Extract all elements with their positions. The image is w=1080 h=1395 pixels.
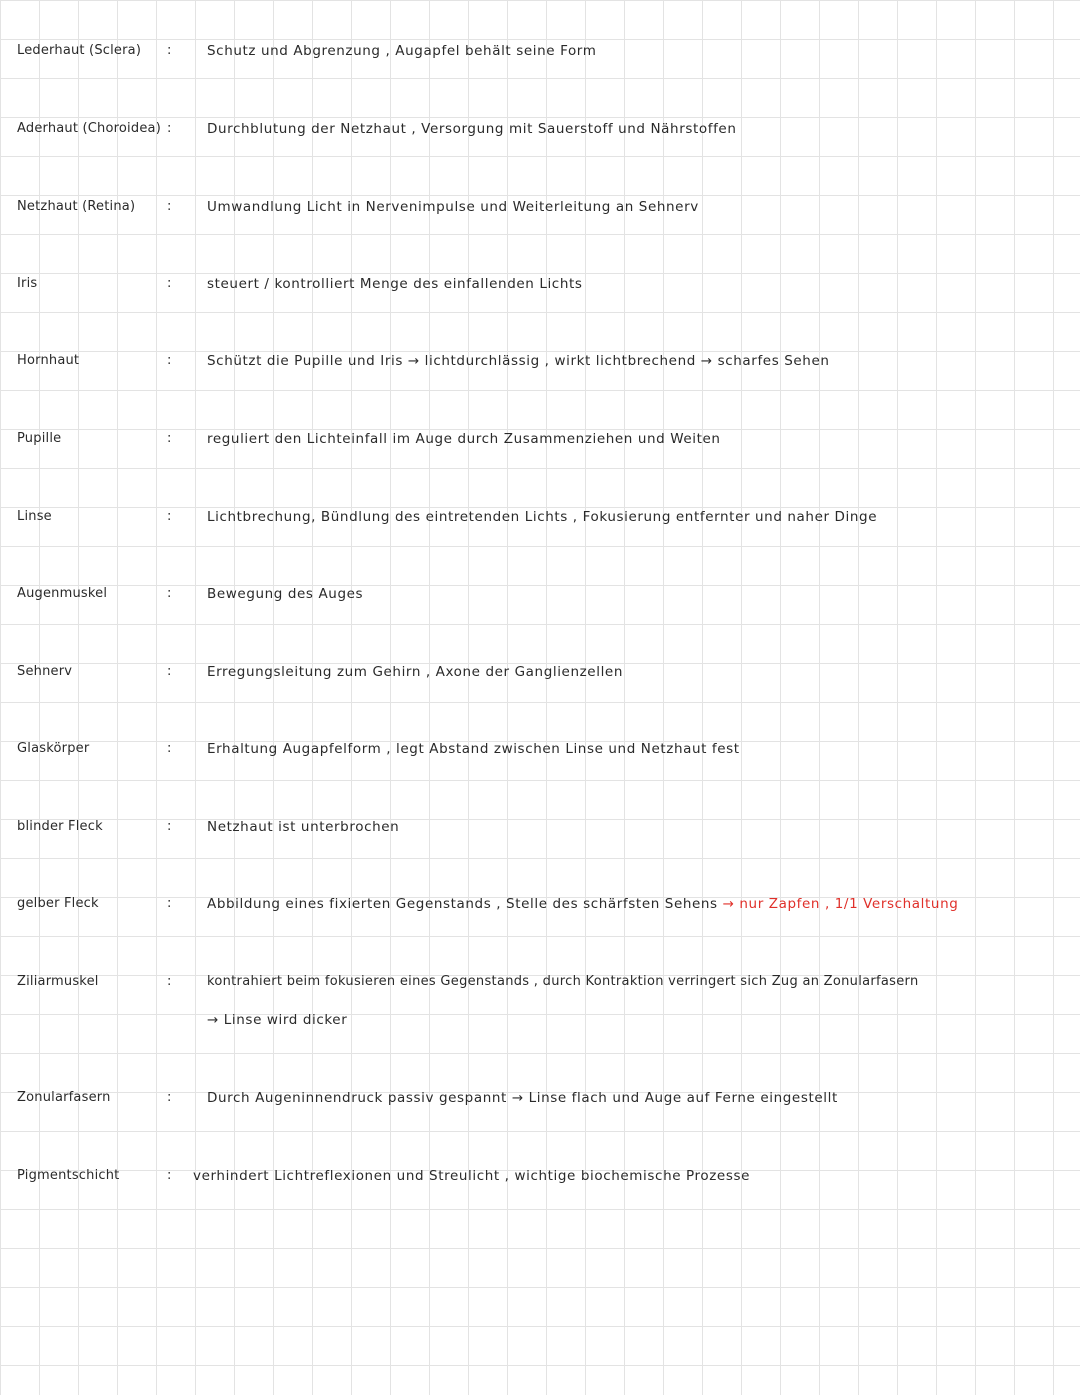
entry-description: reguliert den Lichteinfall im Auge durch Zusammenziehen und Weiten bbox=[207, 431, 721, 447]
entry-ziliarmuskel bbox=[0, 972, 1080, 1042]
entry-term: Netzhaut (Retina) bbox=[17, 199, 136, 214]
entry-description: Durchblutung der Netzhaut , Versorgung mit Sauerstoff und Nährstoffen bbox=[207, 121, 737, 137]
entry-sehnerv bbox=[0, 662, 1080, 692]
entry-augenmuskel bbox=[0, 584, 1080, 614]
entry-term: Iris bbox=[17, 276, 38, 291]
entry-term: gelber Fleck bbox=[17, 896, 99, 911]
entry-pigmentschicht bbox=[0, 1166, 1080, 1196]
entry-description: kontrahiert beim fokusieren eines Gegenstands , durch Kontraktion verringert sich Zug an Zonularfasern bbox=[207, 974, 919, 989]
entry-description-red-note: → nur Zapfen , 1/1 Verschaltung bbox=[717, 896, 959, 912]
entry-separator: : bbox=[167, 1168, 172, 1183]
entry-term: Lederhaut (Sclera) bbox=[17, 43, 142, 58]
entry-term: Ziliarmuskel bbox=[17, 974, 99, 989]
entry-description: Netzhaut ist unterbrochen bbox=[207, 819, 400, 835]
entry-description: Bewegung des Auges bbox=[207, 586, 364, 602]
entry-description: Schützt die Pupille und Iris → lichtdurchlässig , wirkt lichtbrechend → scharfes Sehen bbox=[207, 353, 830, 369]
entry-description: Umwandlung Licht in Nervenimpulse und Weiterleitung an Sehnerv bbox=[207, 199, 699, 215]
entry-term: Sehnerv bbox=[17, 664, 73, 679]
entry-description: Lichtbrechung, Bündlung des eintretenden Lichts , Fokusierung entfernter und naher Dinge bbox=[207, 509, 878, 525]
entry-iris bbox=[0, 274, 1080, 304]
entry-blinder-fleck bbox=[0, 817, 1080, 847]
entry-term: Aderhaut (Choroidea) bbox=[17, 121, 161, 136]
entry-zonularfasern bbox=[0, 1088, 1080, 1118]
entry-pupille bbox=[0, 429, 1080, 459]
entry-separator: : bbox=[167, 43, 172, 58]
entry-description: Erhaltung Augapfelform , legt Abstand zwischen Linse und Netzhaut fest bbox=[207, 741, 740, 757]
entry-separator: : bbox=[167, 121, 172, 136]
entry-separator: : bbox=[167, 431, 172, 446]
entry-separator: : bbox=[167, 664, 172, 679]
entry-separator: : bbox=[167, 199, 172, 214]
entry-separator: : bbox=[167, 1090, 172, 1105]
entry-description: steuert / kontrolliert Menge des einfallenden Lichts bbox=[207, 276, 583, 292]
entry-separator: : bbox=[167, 741, 172, 756]
entry-aderhaut bbox=[0, 119, 1080, 149]
entry-separator: : bbox=[167, 896, 172, 911]
entry-description: verhindert Lichtreflexionen und Streulicht , wichtige biochemische Prozesse bbox=[193, 1168, 750, 1184]
entry-separator: : bbox=[167, 276, 172, 291]
entry-separator: : bbox=[167, 353, 172, 368]
entry-gelber-fleck bbox=[0, 894, 1080, 924]
entry-hornhaut bbox=[0, 351, 1080, 381]
entry-term: Pupille bbox=[17, 431, 62, 446]
entry-term: Augenmuskel bbox=[17, 586, 108, 601]
entry-lederhaut bbox=[0, 41, 1080, 71]
entry-description: Erregungsleitung zum Gehirn , Axone der Ganglienzellen bbox=[207, 664, 623, 680]
entry-term: Pigmentschicht bbox=[17, 1168, 120, 1183]
entry-netzhaut bbox=[0, 197, 1080, 227]
entry-term: Linse bbox=[17, 509, 52, 524]
entry-linse bbox=[0, 507, 1080, 537]
entry-separator: : bbox=[167, 974, 172, 989]
entry-description-continuation: → Linse wird dicker bbox=[207, 1012, 348, 1028]
entry-glaskoerper bbox=[0, 739, 1080, 769]
entry-description: Schutz und Abgrenzung , Augapfel behält seine Form bbox=[207, 43, 597, 59]
entry-term: Glaskörper bbox=[17, 741, 90, 756]
entry-separator: : bbox=[167, 586, 172, 601]
entry-description bbox=[207, 894, 958, 914]
entry-separator: : bbox=[167, 819, 172, 834]
entry-term: blinder Fleck bbox=[17, 819, 103, 834]
entry-separator: : bbox=[167, 509, 172, 524]
entry-description: Durch Augeninnendruck passiv gespannt → Linse flach und Auge auf Ferne eingestellt bbox=[207, 1090, 838, 1106]
entry-term: Zonularfasern bbox=[17, 1090, 111, 1105]
entry-description-main: Abbildung eines fixierten Gegenstands , Stelle des schärfsten Sehens bbox=[207, 896, 718, 912]
entry-term: Hornhaut bbox=[17, 353, 80, 368]
